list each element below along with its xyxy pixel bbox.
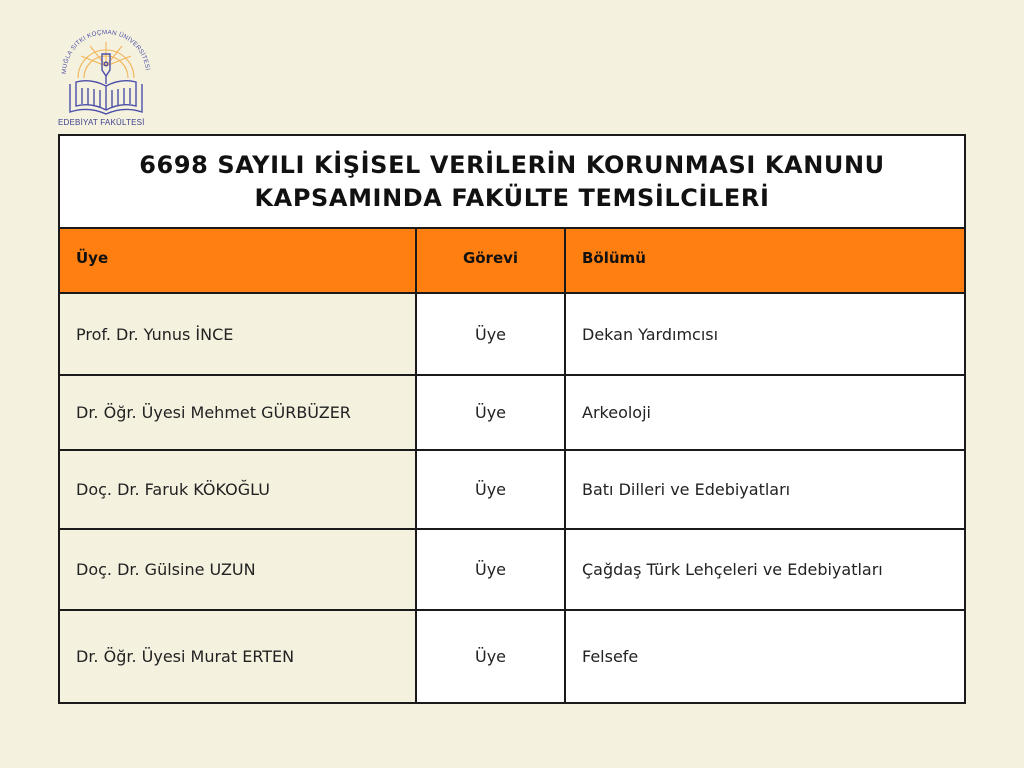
member-name: Doç. Dr. Gülsine UZUN: [60, 529, 416, 610]
member-department: Arkeoloji: [565, 375, 964, 450]
title-line-2: KAPSAMINDA FAKÜLTE TEMSİLCİLERİ: [254, 183, 770, 212]
header-department: Bölümü: [565, 229, 964, 293]
member-role: Üye: [416, 293, 565, 375]
header-member: Üye: [60, 229, 416, 293]
member-role: Üye: [416, 529, 565, 610]
logo-caption: EDEBİYAT FAKÜLTESİ: [58, 118, 145, 127]
member-role: Üye: [416, 610, 565, 702]
member-department: Dekan Yardımcısı: [565, 293, 964, 375]
table-row: [60, 293, 964, 375]
table-row: [60, 529, 964, 610]
faculty-logo: [56, 26, 156, 132]
member-name: Dr. Öğr. Üyesi Mehmet GÜRBÜZER: [60, 375, 416, 450]
table-header-row: [60, 229, 964, 293]
title-line-1: 6698 SAYILI KİŞİSEL VERİLERİN KORUNMASI KANUNU: [139, 150, 885, 179]
member-name: Prof. Dr. Yunus İNCE: [60, 293, 416, 375]
member-department: Felsefe: [565, 610, 964, 702]
table-row: [60, 375, 964, 450]
open-book-pen-icon: [56, 26, 156, 122]
member-name: Doç. Dr. Faruk KÖKOĞLU: [60, 450, 416, 529]
member-role: Üye: [416, 375, 565, 450]
representatives-table: [60, 229, 964, 702]
document-title: [60, 136, 964, 229]
table-row: [60, 610, 964, 702]
header-role: Görevi: [416, 229, 565, 293]
table-row: [60, 450, 964, 529]
member-department: Batı Dilleri ve Edebiyatları: [565, 450, 964, 529]
member-name: Dr. Öğr. Üyesi Murat ERTEN: [60, 610, 416, 702]
logo-ring-text: MUĞLA SITKI KOÇMAN ÜNİVERSİTESİ: [60, 28, 151, 75]
kvkk-representatives-document: [58, 134, 966, 704]
member-role: Üye: [416, 450, 565, 529]
member-department: Çağdaş Türk Lehçeleri ve Edebiyatları: [565, 529, 964, 610]
